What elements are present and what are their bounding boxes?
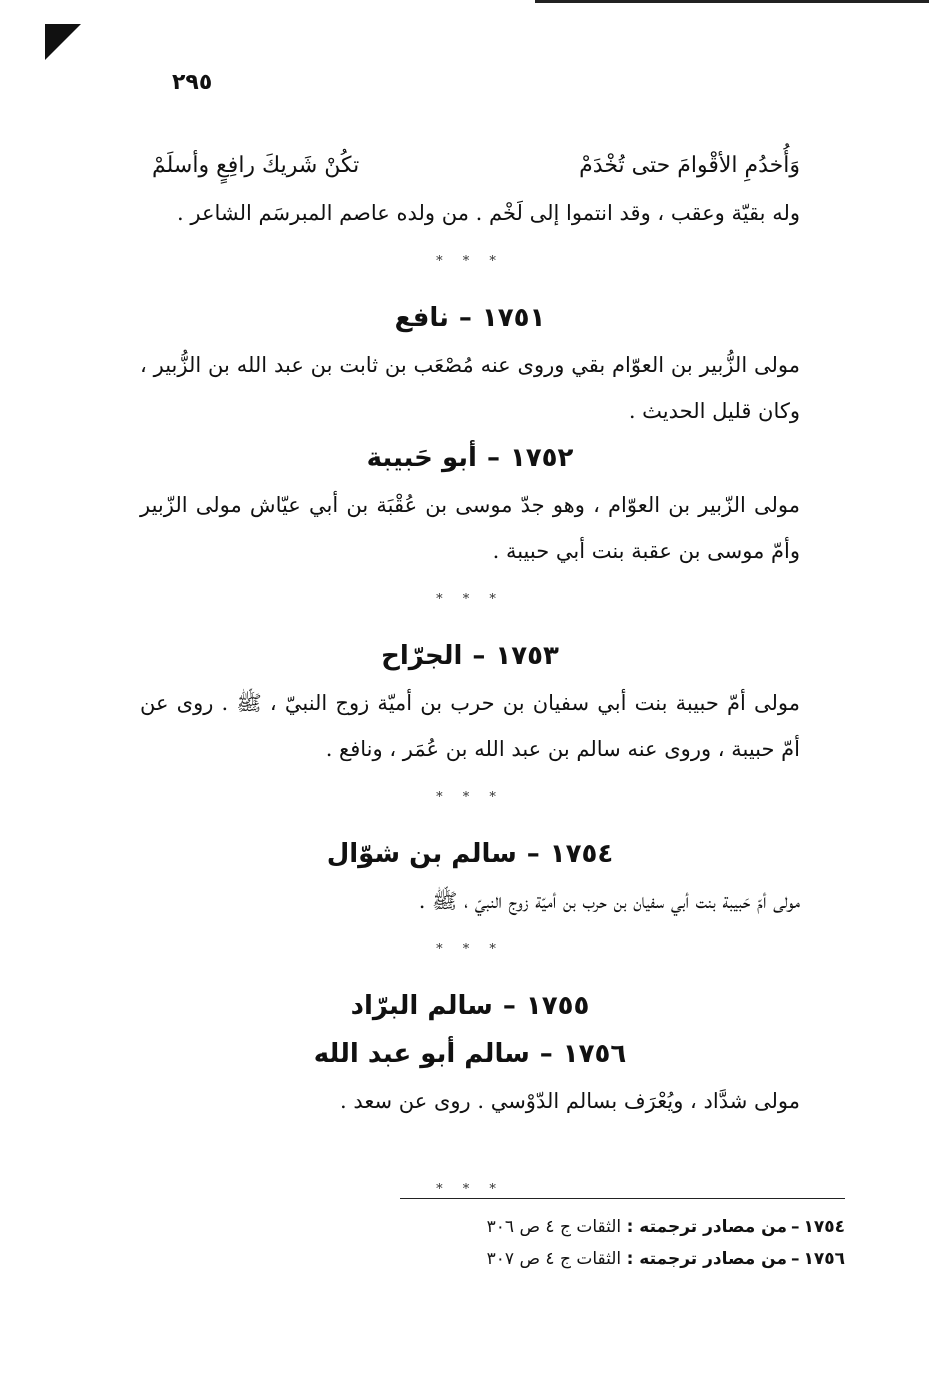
footnote-label: من مصادر ترجمته : (626, 1249, 787, 1269)
footnote-dash: – (790, 1249, 800, 1269)
section-separator: * * * (436, 254, 504, 269)
entry-number: ١٧٥٣ (495, 641, 559, 671)
footnote-text: الثقات ج ٤ ص ٣٠٧ (486, 1249, 622, 1269)
footnote-number: ١٧٥٤ (803, 1217, 845, 1237)
footnote-1754 (400, 1211, 845, 1243)
entry-dash: – (458, 303, 472, 333)
footnote-1756 (400, 1243, 845, 1275)
entry-name: نافع (394, 303, 449, 333)
entry-dash: – (486, 443, 500, 473)
verse-second-hemistich: تكُنْ شَريكَ رافِعٍ وأسلَمْ (152, 153, 360, 178)
entry-number: ١٧٥٦ (562, 1039, 627, 1069)
entry-name: سالم البرّاد (350, 991, 493, 1021)
entry-heading-1752 (140, 434, 800, 482)
entry-name: سالم بن شوّال (326, 839, 517, 869)
corner-triangle-icon (45, 24, 81, 60)
entry-heading-1754 (140, 830, 800, 878)
page-number: ٢٩٥ (172, 70, 213, 95)
footnote-label: من مصادر ترجمته : (626, 1217, 787, 1237)
footnote-text: الثقات ج ٤ ص ٣٠٦ (486, 1217, 622, 1237)
poem-verse (140, 142, 800, 190)
top-edge-rule (535, 0, 929, 3)
intro-paragraph: وله بقيّة وعقب ، وقد انتموا إلى لَخْم . من ولده عاصم المبرسَم الشاعر . (177, 201, 800, 225)
entry-body-1751: مولى الزُّبير بن العوّام بقي وروى عنه مُصْعَب بن ثابت بن عبد الله بن الزُّبير ، وكان قليل الحديث . (140, 353, 800, 423)
entry-dash: – (539, 1039, 553, 1069)
footnote-dash: – (790, 1217, 800, 1237)
verse-first-hemistich: وَأُخدُمِ الأقْوامَ حتى تُخْدَمْ (579, 153, 800, 178)
entry-heading-1753 (140, 632, 800, 680)
entry-number: ١٧٥١ (481, 303, 546, 333)
entry-number: ١٧٥٤ (549, 839, 614, 869)
entry-body-1753: مولى أمّ حبيبة بنت أبي سفيان بن حرب بن أميّة زوج النبيّ ، ﷺ . روى عن أمّ حبيبة ، وروى عنه سالم بن عبد الله بن عُمَر ، ونافع . (140, 691, 800, 761)
entry-heading-1755 (140, 982, 800, 1030)
entry-number: ١٧٥٥ (525, 991, 590, 1021)
entry-number: ١٧٥٢ (509, 443, 574, 473)
entry-name: الجرّاح (381, 641, 463, 671)
page-body (140, 142, 800, 1222)
section-separator: * * * (436, 942, 504, 957)
entry-body-1756: مولى شدَّاد ، ويُعْرَف بسالم الدّوْسي . روى عن سعد . (340, 1089, 800, 1113)
entry-dash: – (526, 839, 540, 869)
footnote-number: ١٧٥٦ (803, 1249, 845, 1269)
section-separator: * * * (436, 790, 504, 805)
entry-dash: – (472, 641, 486, 671)
entry-name: سالم أبو عبد الله (313, 1039, 530, 1069)
entry-body-1754: مولى أمّ حَبيبة بنت أبي سفيان بن حرب بن أميّة زوج النبيّ ، ﷺ . (418, 889, 800, 913)
section-separator: * * * (436, 1182, 504, 1197)
entry-name: أبو حَبيبة (366, 443, 477, 473)
section-separator: * * * (436, 592, 504, 607)
entry-dash: – (502, 991, 516, 1021)
entry-heading-1756 (140, 1030, 800, 1078)
footnotes (400, 1198, 845, 1275)
entry-body-1752: مولى الزّبير بن العوّام ، وهو جدّ موسى بن عُقْبَة بن أبي عيّاش مولى الزّبير وأمّ موسى بن عقبة بنت أبي حبيبة . (140, 493, 800, 563)
entry-heading-1751 (140, 294, 800, 342)
